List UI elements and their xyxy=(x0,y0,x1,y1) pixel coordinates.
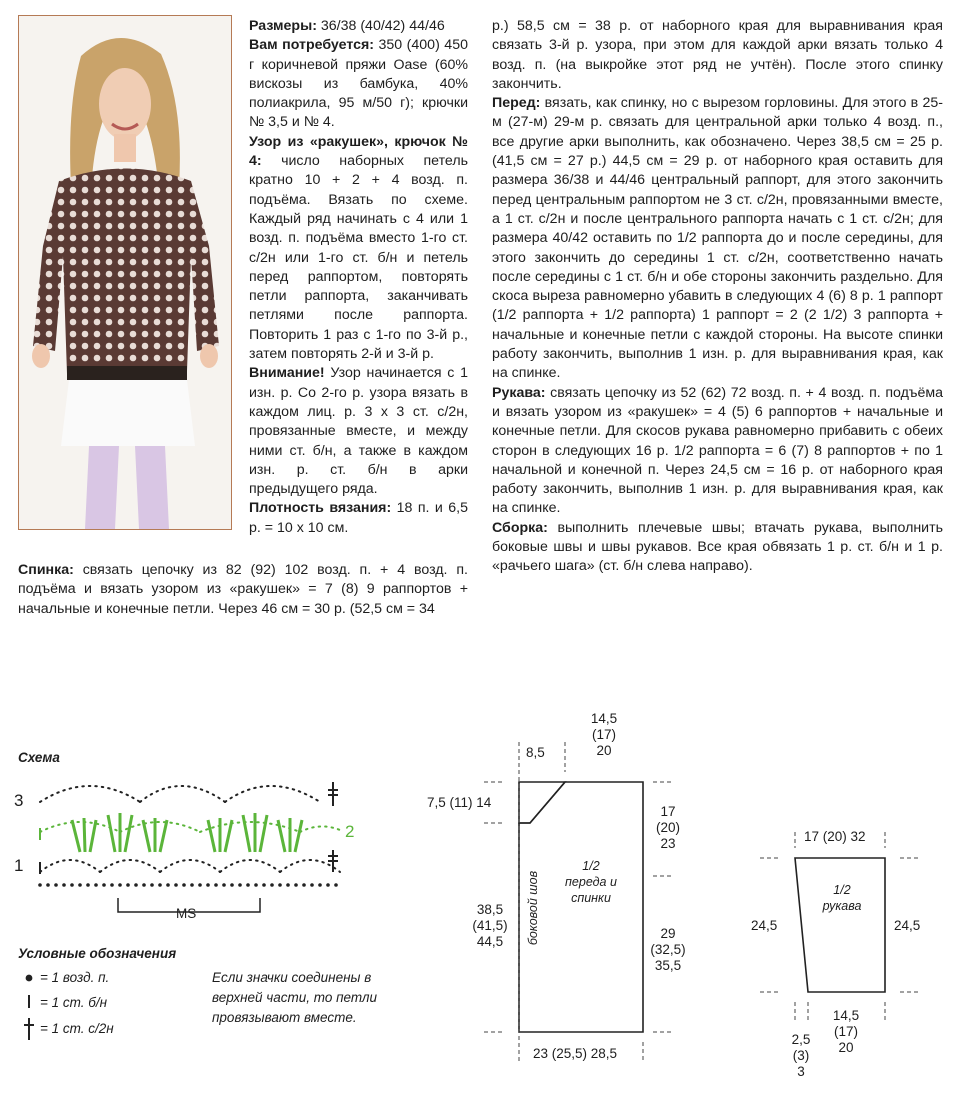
legend-note-line: Если значки соединены в xyxy=(212,970,372,985)
dim-value: 38,5 xyxy=(476,902,504,917)
dim-value: 44,5 xyxy=(476,934,504,949)
attention-text: Узор начинается с 1 изн. р. Со 2-го р. узора вязать в каждом лиц. р. 3 х 3 ст. с/2н, провязанные вместе, и между ними ст. б/н, а также в каждом изн. р. ст. б/н в арки предыдущего ряда. xyxy=(249,365,468,498)
dim-value: 29 xyxy=(660,926,676,941)
attention-paragraph xyxy=(249,364,468,499)
gauge-label: Плотность вязания: xyxy=(249,500,392,517)
piece-label-line: рукава xyxy=(822,899,862,913)
dim-value: 23 xyxy=(660,836,676,851)
piece-label-line: спинки xyxy=(571,891,611,905)
materials-label: Вам потребуется: xyxy=(249,37,374,54)
body-piece-label xyxy=(556,858,626,906)
legend-chain: = 1 возд. п. xyxy=(40,970,110,985)
pattern-label: Узор из «ракушек», крючок № 4: xyxy=(249,133,468,170)
sleeve-pattern-outline xyxy=(795,858,885,992)
side-seam-label: боковой шов xyxy=(526,870,540,946)
assembly-label: Сборка: xyxy=(492,519,548,536)
dim-value: (17) xyxy=(591,727,616,742)
gauge-text: 18 п. и 6,5 р. = 10 х 10 см. xyxy=(249,500,468,536)
assembly-text: выполнить плечевые швы; втачать рукава, выполнить боковые швы и швы рукавов. Все края обвязать 1 р. ст. б/н и 1 р. «рачьего шага» (ст. б/н слева направо). xyxy=(492,519,943,575)
piece-label-line: переда и xyxy=(565,875,617,889)
front-text: вязать, как спинку, но с вырезом горловины. Для этого в 25-м (27-м) 29-м р. связать для центральной арки только 4 возд. п., все другие арки выполнить, как обозначено. Через 38,5 см = 25 р. (41,5 см = 27 р.) 44,5 см = 29 р. от наборного края оставить для размера 36/38 и 44/46 центральный раппорт, для этого закончить перед центральным раппортом не 3 ст. с/2н, провязанными вместе, а 1 ст. с/2н и после центрального раппорта начать с 1 ст. с/2н; для размера 40/42 оставить по 1/2 раппорта до и после середины, для этого закончить до середины 1 ст. с/2н, соответственно начать после середины с 1 ст. б/н и обе стороны закончить раздельно. Для скоса выреза равномерно убавить в следующих 4 (6) 8 р. 1 раппорт (1/2 раппорта + 1/2 раппорта) 1 раппорт = 2 (2 1/2) 3 раппорта + начальные и конечные петли с каждой стороны. На высоте спинки работу закончить, выполнив 1 изн. р. для выравнивания края, как на спинке. xyxy=(492,95,943,382)
pattern-paragraph xyxy=(249,133,468,365)
dim-value: 2,5 xyxy=(791,1032,811,1047)
dim-value: (32,5) xyxy=(650,942,686,957)
back-continuation xyxy=(492,17,943,94)
piece-label-line: 1/2 xyxy=(833,883,851,897)
legend-title: Условные обозначения xyxy=(18,946,177,961)
repeat-label: MS xyxy=(176,906,197,921)
front-paragraph xyxy=(492,94,943,383)
model-illustration xyxy=(19,16,231,529)
shoulder-width: 8,5 xyxy=(526,745,545,760)
sleeve-piece-label xyxy=(812,882,872,914)
row-label-2: 2 xyxy=(345,822,355,841)
sleeve-left-height: 24,5 xyxy=(751,918,778,933)
sleeves-text: связать цепочку из 52 (62) 72 возд. п. + 4 возд. п. подъёма и вязать узором из «ракушек» = 4 (5) 6 раппортов + начальные и конечные петли. Для скосов рукава равномерно прибавить с обеих сторон в следующих 16 р. 1/2 раппорта = 6 (7) 8 раппортов + по 1 начальной и конечной п. Через 24,5 см = 16 р. от наборного края работу закончить, выполнив 1 изн. р. для выравнивания края, как на спинке. xyxy=(492,384,943,517)
side-height xyxy=(648,926,688,974)
neck-depth: 7,5 (11) 14 xyxy=(427,795,492,810)
row-label-1: 1 xyxy=(14,856,24,875)
row3-arches xyxy=(40,786,320,802)
dim-value: 14,5 xyxy=(832,1008,860,1023)
model-photo xyxy=(18,15,232,530)
total-height xyxy=(470,902,510,950)
instructions-column xyxy=(492,17,943,577)
legend-symbols xyxy=(24,976,34,1040)
dim-value: 17 xyxy=(660,804,676,819)
scheme-title: Схема xyxy=(18,750,60,765)
dim-value: (3) xyxy=(792,1048,810,1063)
row1-arches xyxy=(40,860,340,872)
materials-column xyxy=(249,17,468,538)
attention-label: Внимание! xyxy=(249,365,325,382)
dim-value: 35,5 xyxy=(654,958,682,973)
armhole-height xyxy=(650,804,686,852)
piece-label-line: 1/2 xyxy=(582,859,600,873)
dim-value: 3 xyxy=(797,1064,805,1079)
legend-note-line: провязывают вместе. xyxy=(212,1010,357,1025)
dim-value: (20) xyxy=(655,820,680,835)
sleeves-label: Рукава: xyxy=(492,384,546,401)
dim-value: 20 xyxy=(596,743,612,758)
front-label: Перед: xyxy=(492,95,541,112)
sizes-label: Размеры: xyxy=(249,18,317,34)
gauge-paragraph xyxy=(249,499,468,538)
bottom-width: 23 (25,5) 28,5 xyxy=(533,1046,618,1061)
assembly-paragraph xyxy=(492,519,943,577)
sleeves-paragraph xyxy=(492,384,943,519)
legend-note xyxy=(212,968,377,1028)
row-end-stitches xyxy=(40,782,338,874)
pattern-text: число наборных петель кратно 10 + 2 + 4 возд. п. подъёма. Вязать по схеме. Каждый ряд начинать с 4 или 1 возд. п. подъёма вместо 1-го ст. с/2н или 1-го ст. б/н и петель перед раппортом, повторять петли раппорта, заканчивать петлями после раппорта. Повторить 1 раз с 1-го по 3-й р., затем повторять 2-й и 3-й р. xyxy=(249,153,468,363)
dim-value: 14,5 xyxy=(590,711,618,726)
legend-note-line: верхней части, то петли xyxy=(212,990,377,1005)
dim-value: 20 xyxy=(838,1040,854,1055)
dim-value: (17) xyxy=(833,1024,858,1039)
dim-value: (41,5) xyxy=(472,918,508,933)
back-continuation-text: р.) 58,5 см = 38 р. от наборного края для выравнивания края связать 3-й р. узора, при этом для каждой арки вязать только 4 возд. п. (на выкройке этот ряд не учтён). После этого спинку закончить. xyxy=(492,18,943,92)
back-label: Спинка: xyxy=(18,562,74,578)
row2-shells xyxy=(72,813,302,852)
legend-single-crochet: = 1 ст. б/н xyxy=(40,995,108,1010)
row2-arches xyxy=(40,822,340,832)
foundation-chain xyxy=(38,883,338,887)
sleeve-right-height: 24,5 xyxy=(894,918,921,933)
back-paragraph xyxy=(18,561,468,619)
sizes-paragraph xyxy=(249,17,468,36)
materials-paragraph xyxy=(249,36,468,132)
materials-text: 350 (400) 450 г коричневой пряжи Oase (60% вискозы из бамбука, 40% полиакрила, 95 м/50 г); крючки № 3,5 и № 4. xyxy=(249,37,468,131)
back-instructions xyxy=(18,561,468,619)
back-text: связать цепочку из 82 (92) 102 возд. п. + 4 возд. п. подъёма и вязать узором из «ракушек» = 7 (8) 9 раппортов + начальные и конечные петли. Через 46 см = 30 р. (52,5 см = 34 xyxy=(18,562,468,617)
sleeve-offset xyxy=(784,1032,818,1080)
sleeve-top-width: 17 (20) 32 xyxy=(804,829,866,844)
sleeve-bottom-width xyxy=(826,1008,866,1056)
sizes-value: 36/38 (40/42) 44/46 xyxy=(316,18,445,34)
row-label-3: 3 xyxy=(14,791,24,810)
body-top-width xyxy=(584,711,624,759)
legend-double-crochet: = 1 ст. с/2н xyxy=(40,1021,114,1036)
